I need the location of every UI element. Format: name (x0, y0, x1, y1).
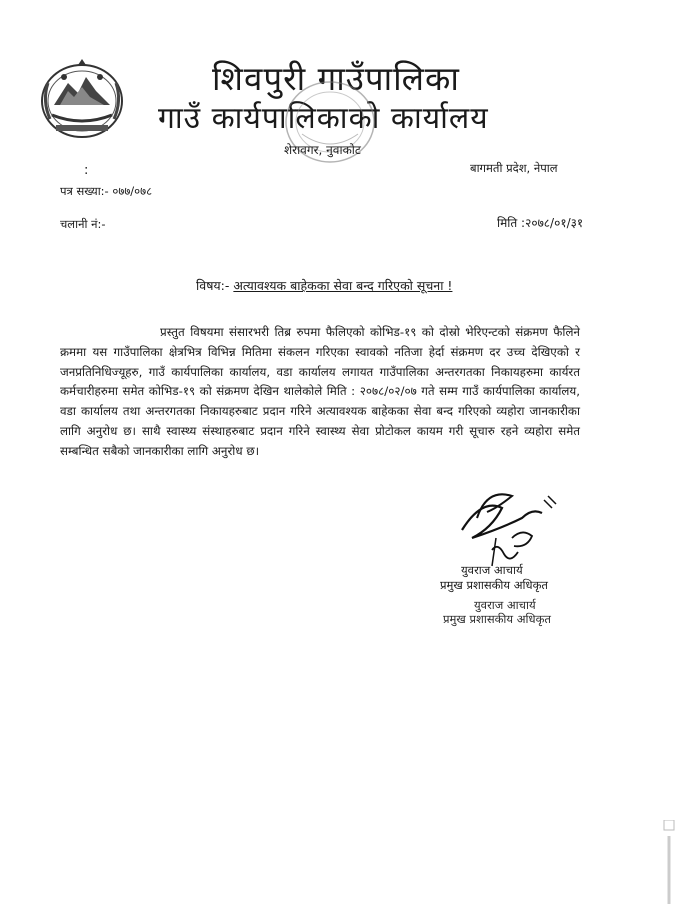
signatory-title: प्रमुख प्रशासकीय अधिकृत (440, 578, 548, 592)
signatory-name: युवराज आचार्य (461, 563, 523, 577)
province-text: बागमती प्रदेश, नेपाल (470, 161, 558, 175)
subject-text: अत्यावश्यक बाहेकका सेवा बन्द गरिएको सूचना ! (233, 278, 453, 293)
office-name: गाउँ कार्यपालिकाको कार्यालय (158, 101, 489, 136)
dispatch-number: चलानी नं:- (60, 217, 106, 231)
colon-mark: : (84, 163, 89, 178)
subject-line (196, 277, 452, 294)
scanner-watermark-icon (662, 820, 676, 906)
municipality-name: शिवपुरी गाउँपालिका (212, 59, 460, 98)
government-emblem-icon (34, 55, 130, 141)
subject-label: विषय:- (196, 278, 230, 293)
letter-number: पत्र सख्या:- ०७७/०७८ (60, 184, 153, 198)
stamp-name: युवराज आचार्य (474, 598, 536, 612)
notice-body: प्रस्तुत विषयमा संसारभरी तिब्र रुपमा फैलिएको कोभिड-१९ को दोस्रो भेरिएन्टको संक्रमण फैलिने क्रममा यस गाउँपालिका क्षेत्रभित्र विभिन्न मितिमा संकलन गरिएका स्वावको नतिजा हेर्दा संक्रमण दर उच्च देखिएको र जनप्रतिनिधिज्यूहरु, गाउँ कार्यपालिका कार्यालय, वडा कार्यालय लगायत गाउँपालिका अन्तरगतका निकायहरुमा कार्यरत कर्मचारीहरुमा समेत कोभिड-१९ को संक्रमण देखिन थालेकोले मिति : २०७८/०२/०७ गते सम्म गाउँ कार्यपालिका कार्यालय, वडा कार्यालय तथा अन्तरगतका निकायहरुबाट प्रदान गरिने अत्यावश्यक बाहेकका सेवा बन्द गरिएको व्यहोरा जानकारीका लागि अनुरोध छ। साथै स्वास्थ्य संस्थाहरुबाट प्रदान गरिने स्वास्थ्य सेवा प्रोटोकल कायम गरी सूचारु रहने व्यहोरा समेत सम्बन्धित सबैको जानकारीका लागि अनुरोध छ। (60, 325, 580, 458)
stamp-title: प्रमुख प्रशासकीय अधिकृत (443, 612, 551, 626)
letter-date: मिति :२०७८/०१/३१ (497, 216, 584, 230)
office-address: शेरावगर, नुवाकोट (284, 143, 361, 157)
